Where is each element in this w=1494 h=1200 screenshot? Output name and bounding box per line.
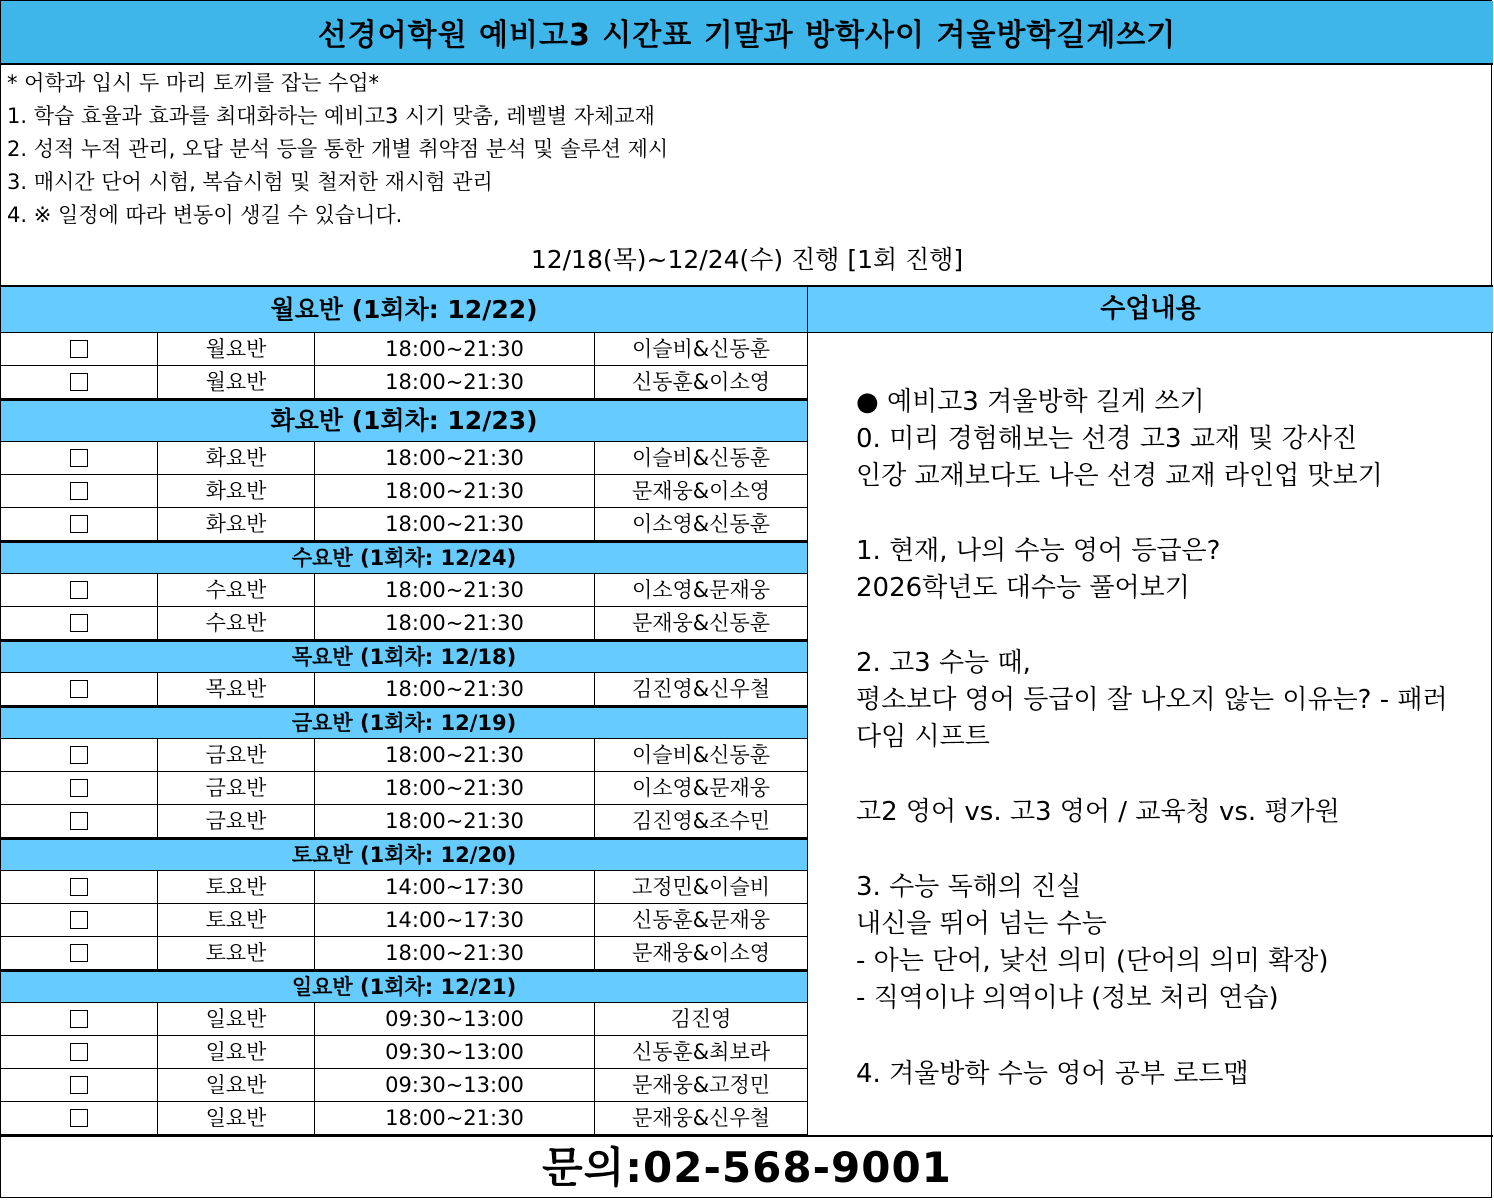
table-row <box>1 442 807 475</box>
time-cell: 18:00~21:30 <box>315 739 595 771</box>
teacher-cell: 신동훈&문재웅 <box>631 908 771 932</box>
content-line: 인강 교재보다도 나은 선경 교재 라인업 맛보기 <box>856 461 1383 491</box>
table-row <box>1 1003 807 1036</box>
group-header: 월요반 (1회차: 12/22) <box>1 285 807 333</box>
time-cell: 14:00~17:30 <box>315 871 595 903</box>
time-cell: 18:00~21:30 <box>315 937 595 969</box>
day-cell: 목요반 <box>158 673 315 705</box>
time-cell: 18:00~21:30 <box>315 673 595 705</box>
checkbox-cell <box>1 937 158 969</box>
note-line: 1. 학습 효율과 효과를 최대화하는 예비고3 시기 맞춤, 레벨별 자체교재 <box>7 104 655 128</box>
checkbox-cell <box>1 1102 158 1134</box>
checkbox-cell <box>1 574 158 606</box>
period-label: 12/18(목)~12/24(수) 진행 [1회 진행] <box>530 245 964 274</box>
group-header: 목요반 (1회차: 12/18) <box>1 640 807 673</box>
note-line: * 어학과 입시 두 마리 토끼를 잡는 수업* <box>7 71 380 95</box>
checkbox-icon[interactable] <box>70 812 88 830</box>
teacher-cell: 문재웅&고정민 <box>631 1073 771 1097</box>
checkbox-cell <box>1 805 158 837</box>
notes-block <box>7 67 1487 232</box>
note-line: 4. ※ 일정에 따라 변동이 생길 수 있습니다. <box>7 203 403 227</box>
checkbox-icon[interactable] <box>70 779 88 797</box>
time-cell: 18:00~21:30 <box>315 366 595 398</box>
time-cell: 09:30~13:00 <box>315 1036 595 1068</box>
teacher-cell: 김진영&신우철 <box>631 677 771 701</box>
checkbox-icon[interactable] <box>70 449 88 467</box>
teacher-cell: 고정민&이슬비 <box>631 875 771 899</box>
checkbox-icon[interactable] <box>70 911 88 929</box>
checkbox-icon[interactable] <box>70 1043 88 1061</box>
content-line: 다임 시프트 <box>856 722 990 752</box>
table-row <box>1 805 807 838</box>
table-row <box>1 607 807 640</box>
table-row <box>1 1036 807 1069</box>
checkbox-icon[interactable] <box>70 515 88 533</box>
day-cell: 일요반 <box>158 1102 315 1134</box>
checkbox-cell <box>1 1036 158 1068</box>
group-header: 금요반 (1회차: 12/19) <box>1 706 807 739</box>
teacher-cell: 문재웅&이소영 <box>631 941 771 965</box>
content-line: 4. 겨울방학 수능 영어 공부 로드맵 <box>856 1059 1249 1089</box>
checkbox-cell <box>1 442 158 474</box>
checkbox-cell <box>1 772 158 804</box>
page-title: 선경어학원 예비고3 시간표 기말과 방학사이 겨울방학길게쓰기 <box>1 1 1493 65</box>
checkbox-icon[interactable] <box>70 340 88 358</box>
checkbox-cell <box>1 1069 158 1101</box>
time-cell: 18:00~21:30 <box>315 574 595 606</box>
group-header: 화요반 (1회차: 12/23) <box>1 399 807 442</box>
day-cell: 화요반 <box>158 508 315 540</box>
time-cell: 09:30~13:00 <box>315 1069 595 1101</box>
day-cell: 토요반 <box>158 871 315 903</box>
day-cell: 금요반 <box>158 739 315 771</box>
time-cell: 14:00~17:30 <box>315 904 595 936</box>
contact-footer: 문의:02-568-9001 <box>1 1135 1493 1199</box>
content-panel <box>807 333 1493 1135</box>
checkbox-icon[interactable] <box>70 680 88 698</box>
checkbox-icon[interactable] <box>70 746 88 764</box>
content-line: ● 예비고3 겨울방학 길게 쓰기 <box>856 387 1205 417</box>
table-row <box>1 475 807 508</box>
table-row <box>1 937 807 970</box>
checkbox-cell <box>1 475 158 507</box>
content-line: 1. 현재, 나의 수능 영어 등급은? <box>856 536 1221 566</box>
day-cell: 화요반 <box>158 442 315 474</box>
content-line: 내신을 뛰어 넘는 수능 <box>856 909 1107 939</box>
day-cell: 일요반 <box>158 1003 315 1035</box>
day-cell: 일요반 <box>158 1069 315 1101</box>
day-cell: 화요반 <box>158 475 315 507</box>
table-row <box>1 673 807 706</box>
content-header: 수업내용 <box>807 285 1493 333</box>
content-line: 2026학년도 대수능 풀어보기 <box>856 573 1190 603</box>
checkbox-cell <box>1 1003 158 1035</box>
teacher-cell: 이소영&문재웅 <box>631 578 771 602</box>
time-cell: 18:00~21:30 <box>315 772 595 804</box>
day-cell: 월요반 <box>158 333 315 365</box>
content-line: 3. 수능 독해의 진실 <box>856 872 1082 902</box>
checkbox-cell <box>1 366 158 398</box>
checkbox-cell <box>1 508 158 540</box>
checkbox-cell <box>1 871 158 903</box>
teacher-cell: 문재웅&신우철 <box>631 1106 771 1130</box>
teacher-cell: 이슬비&신동훈 <box>631 446 771 470</box>
teacher-cell: 이슬비&신동훈 <box>631 337 771 361</box>
checkbox-icon[interactable] <box>70 1010 88 1028</box>
day-cell: 금요반 <box>158 772 315 804</box>
time-cell: 18:00~21:30 <box>315 805 595 837</box>
note-line: 2. 성적 누적 관리, 오답 분석 등을 통한 개별 취약점 분석 및 솔루션 제시 <box>7 137 669 161</box>
checkbox-icon[interactable] <box>70 878 88 896</box>
table-row <box>1 1102 807 1135</box>
table-row <box>1 1069 807 1102</box>
checkbox-cell <box>1 607 158 639</box>
teacher-cell: 이소영&신동훈 <box>631 512 771 536</box>
checkbox-icon[interactable] <box>70 944 88 962</box>
content-line: 2. 고3 수능 때, <box>856 648 1031 678</box>
table-row <box>1 333 807 366</box>
day-cell: 토요반 <box>158 904 315 936</box>
checkbox-cell <box>1 333 158 365</box>
time-cell: 18:00~21:30 <box>315 475 595 507</box>
day-cell: 토요반 <box>158 937 315 969</box>
checkbox-icon[interactable] <box>70 373 88 391</box>
teacher-cell: 신동훈&이소영 <box>631 370 771 394</box>
teacher-cell: 문재웅&신동훈 <box>631 611 771 635</box>
content-line: 고2 영어 vs. 고3 영어 / 교육청 vs. 평가원 <box>856 797 1340 827</box>
group-header: 수요반 (1회차: 12/24) <box>1 541 807 574</box>
table-row <box>1 739 807 772</box>
content-line: - 직역이냐 의역이냐 (정보 처리 연습) <box>856 983 1279 1013</box>
day-cell: 수요반 <box>158 574 315 606</box>
day-cell: 금요반 <box>158 805 315 837</box>
table-row <box>1 574 807 607</box>
time-cell: 18:00~21:30 <box>315 333 595 365</box>
checkbox-cell <box>1 739 158 771</box>
teacher-cell: 이슬비&신동훈 <box>631 743 771 767</box>
time-cell: 18:00~21:30 <box>315 607 595 639</box>
group-header: 일요반 (1회차: 12/21) <box>1 970 807 1003</box>
table-row <box>1 904 807 937</box>
content-line: 0. 미리 경험해보는 선경 고3 교재 및 강사진 <box>856 424 1358 454</box>
table-row <box>1 772 807 805</box>
teacher-cell: 신동훈&최보라 <box>631 1040 771 1064</box>
day-cell: 수요반 <box>158 607 315 639</box>
note-line: 3. 매시간 단어 시험, 복습시험 및 철저한 재시험 관리 <box>7 170 493 194</box>
table-row <box>1 508 807 541</box>
checkbox-icon[interactable] <box>70 614 88 632</box>
time-cell: 18:00~21:30 <box>315 442 595 474</box>
content-line: 평소보다 영어 등급이 잘 나오지 않는 이유는? - 패러 <box>856 685 1448 715</box>
teacher-cell: 문재웅&이소영 <box>631 479 771 503</box>
checkbox-icon[interactable] <box>70 482 88 500</box>
time-cell: 09:30~13:00 <box>315 1003 595 1035</box>
checkbox-icon[interactable] <box>70 1109 88 1127</box>
group-header: 토요반 (1회차: 12/20) <box>1 838 807 871</box>
day-cell: 월요반 <box>158 366 315 398</box>
table-row <box>1 871 807 904</box>
time-cell: 18:00~21:30 <box>315 1102 595 1134</box>
checkbox-icon[interactable] <box>70 1076 88 1094</box>
day-cell: 일요반 <box>158 1036 315 1068</box>
checkbox-cell <box>1 673 158 705</box>
checkbox-icon[interactable] <box>70 581 88 599</box>
content-line: - 아는 단어, 낯선 의미 (단어의 의미 확장) <box>856 946 1329 976</box>
teacher-cell: 김진영 <box>670 1007 732 1031</box>
teacher-cell: 김진영&조수민 <box>631 809 771 833</box>
teacher-cell: 이소영&문재웅 <box>631 776 771 800</box>
checkbox-cell <box>1 904 158 936</box>
time-cell: 18:00~21:30 <box>315 508 595 540</box>
table-row <box>1 366 807 399</box>
